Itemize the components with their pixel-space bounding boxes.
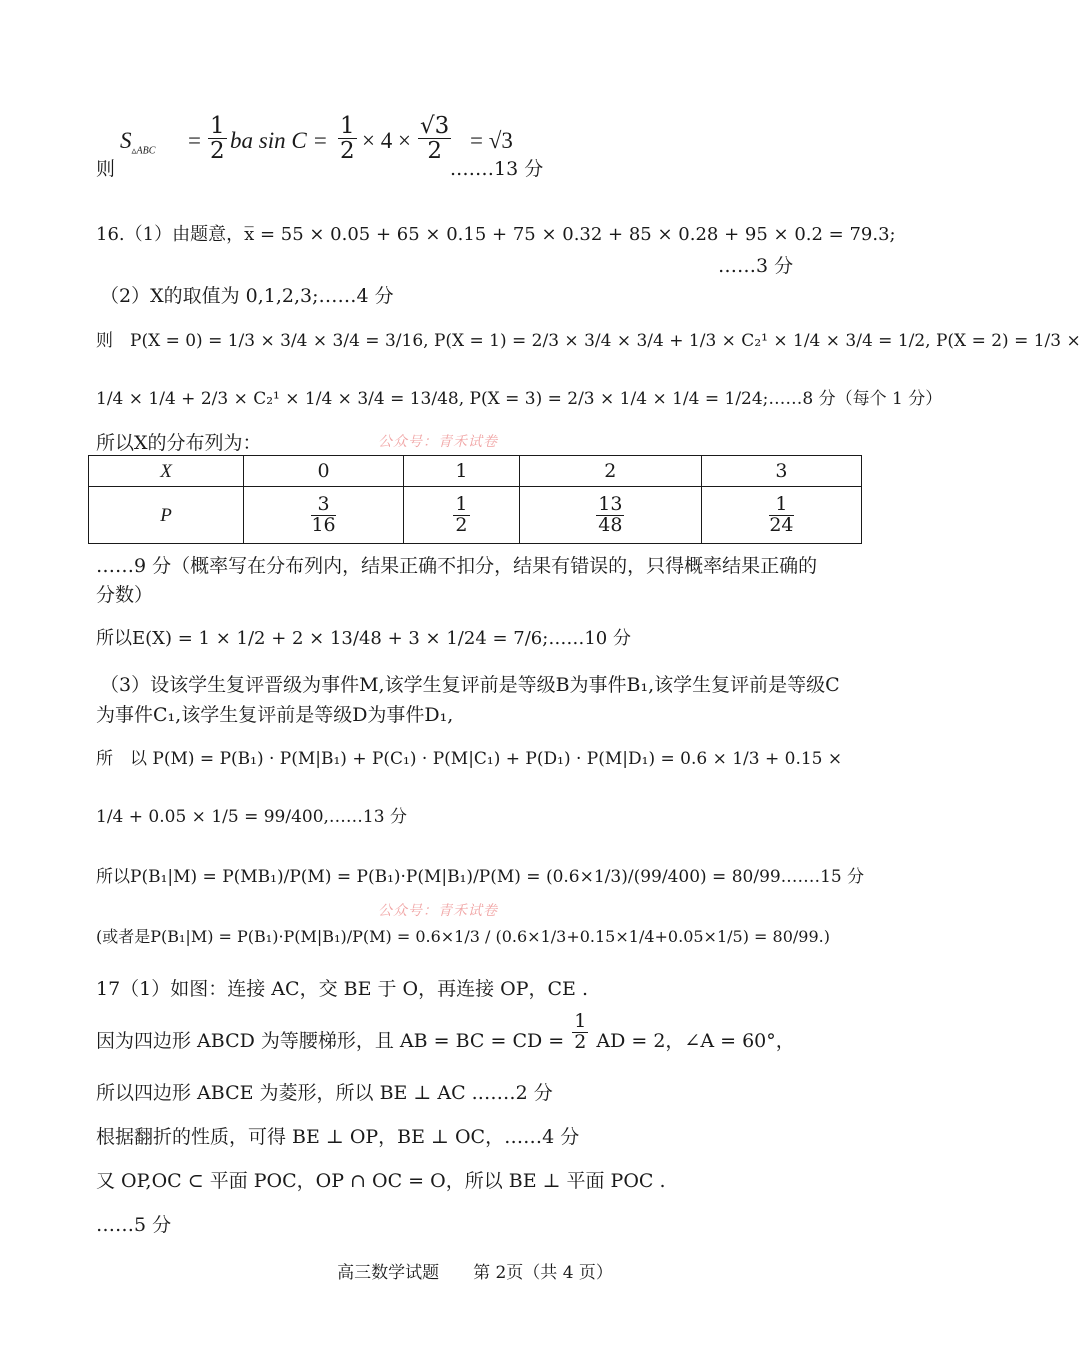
table-header-x: X xyxy=(89,456,244,487)
watermark-2: 公众号：青禾试卷 xyxy=(378,903,498,919)
q16-part1: 16.（1）由题意，x̅ = 55 × 0.05 + 65 × 0.15 + 75 × 0.32 + 85 × 0.28 + 95 × 0.2 = 79.3; xyxy=(96,224,896,245)
q17-line4: 根据翻折的性质，可得 BE ⊥ OP，BE ⊥ OC，……4 分 xyxy=(96,1126,580,1148)
area-body1: ba sin C = xyxy=(230,128,328,153)
table-cell-p2: $\frac{13}{48}$ xyxy=(519,487,701,544)
page-footer: 高三数学试题 第 2页（共 4 页） xyxy=(337,1263,613,1283)
table-row-p-label: P xyxy=(89,487,244,544)
q16-total-prob-2: 1/4 + 0.05 × 1/5 = 99/400,……13 分 xyxy=(96,807,407,827)
q16-part1-score: ……3 分 xyxy=(718,255,794,277)
distribution-table xyxy=(88,455,862,544)
table-note-2: 分数） xyxy=(96,584,154,606)
table-header-3: 3 xyxy=(701,456,861,487)
q16-prob-line2: 1/4 × 1/4 + 2/3 × C₂¹ × 1/4 × 3/4 = 13/48, P(X = 3) = 2/3 × 1/4 × 1/4 = 1/24;……8 分（每个 1 分） xyxy=(96,389,943,409)
q16-bayes-alt: (或者是P(B₁|M) = P(B₁)·P(M|B₁)/P(M) = 0.6×1/3 / (0.6×1/3+0.15×1/4+0.05×1/5) = 80/99.) xyxy=(96,927,830,946)
area-sqrt3-2: $\frac{√3}{2}$ xyxy=(420,113,450,165)
area-body2: × 4 × xyxy=(362,128,411,153)
q17-half: $\frac{1}{2}$ xyxy=(574,1010,587,1053)
area-half-1: $\frac{1}{2}$ xyxy=(210,113,225,165)
q16-part3-b: 为事件C₁,该学生复评前是等级D为事件D₁, xyxy=(96,704,454,726)
q17-line1: 17（1）如图：连接 AC，交 BE 于 O，再连接 OP，CE . xyxy=(96,978,588,1000)
table-note-1: ……9 分（概率写在分布列内，结果正确不扣分，结果有错误的，只得概率结果正确的 xyxy=(96,555,818,577)
table-header-0: 0 xyxy=(244,456,404,487)
q16-expectation: 所以E(X) = 1 × 1/2 + 2 × 13/48 + 3 × 1/24 = 7/6;……10 分 xyxy=(96,628,631,649)
q16-prob-line1: 则 P(X = 0) = 1/3 × 3/4 × 3/4 = 3/16, P(X = 1) = 2/3 × 3/4 × 3/4 + 1/3 × C₂¹ × 1/4 × 3/4 = 1/2, P(X = 2) = 1/3 × xyxy=(96,331,1081,351)
q16-dist-intro: 所以X的分布列为： xyxy=(96,432,262,454)
q17-line2: 因为四边形 ABCD 为等腰梯形，且 AB = BC = CD = $\frac{1}{2}$ AD = 2，∠A = 60°， xyxy=(96,1010,795,1053)
table-header-2: 2 xyxy=(519,456,701,487)
area-s: $S_{▵ABC}$ xyxy=(120,128,156,157)
q16-bayes: 所以P(B₁|M) = P(MB₁)/P(M) = P(B₁)·P(M|B₁)/P(M) = (0.6×1/3)/(99/400) = 80/99.……15 分 xyxy=(96,867,865,887)
q17-line6: ……5 分 xyxy=(96,1214,172,1236)
q16-part3-a: （3）设该学生复评晋级为事件M,该学生复评前是等级B为事件B₁,该学生复评前是等级C xyxy=(100,674,840,696)
area-half-2: $\frac{1}{2}$ xyxy=(340,113,355,165)
table-cell-p3: $\frac{1}{24}$ xyxy=(701,487,861,544)
area-score: .……13 分 xyxy=(450,158,544,180)
table-cell-p1: $\frac{1}{2}$ xyxy=(404,487,520,544)
q17-line5: 又 OP,OC ⊂ 平面 POC，OP ∩ OC = O，所以 BE ⊥ 平面 POC . xyxy=(96,1170,666,1192)
area-prefix: 则 xyxy=(96,158,116,180)
area-result: = √3 xyxy=(470,128,513,153)
q16-part2: （2）X的取值为 0,1,2,3;……4 分 xyxy=(100,285,394,307)
q16-total-prob-1: 所 以 P(M) = P(B₁) · P(M|B₁) + P(C₁) · P(M|C₁) + P(D₁) · P(M|D₁) = 0.6 × 1/3 + 0.15 × xyxy=(96,749,843,769)
table-cell-p0: $\frac{3}{16}$ xyxy=(244,487,404,544)
table-header-1: 1 xyxy=(404,456,520,487)
watermark-1: 公众号：青禾试卷 xyxy=(378,434,498,450)
area-eq: = xyxy=(188,128,201,153)
q17-line3: 所以四边形 ABCE 为菱形，所以 BE ⊥ AC .……2 分 xyxy=(96,1082,553,1104)
